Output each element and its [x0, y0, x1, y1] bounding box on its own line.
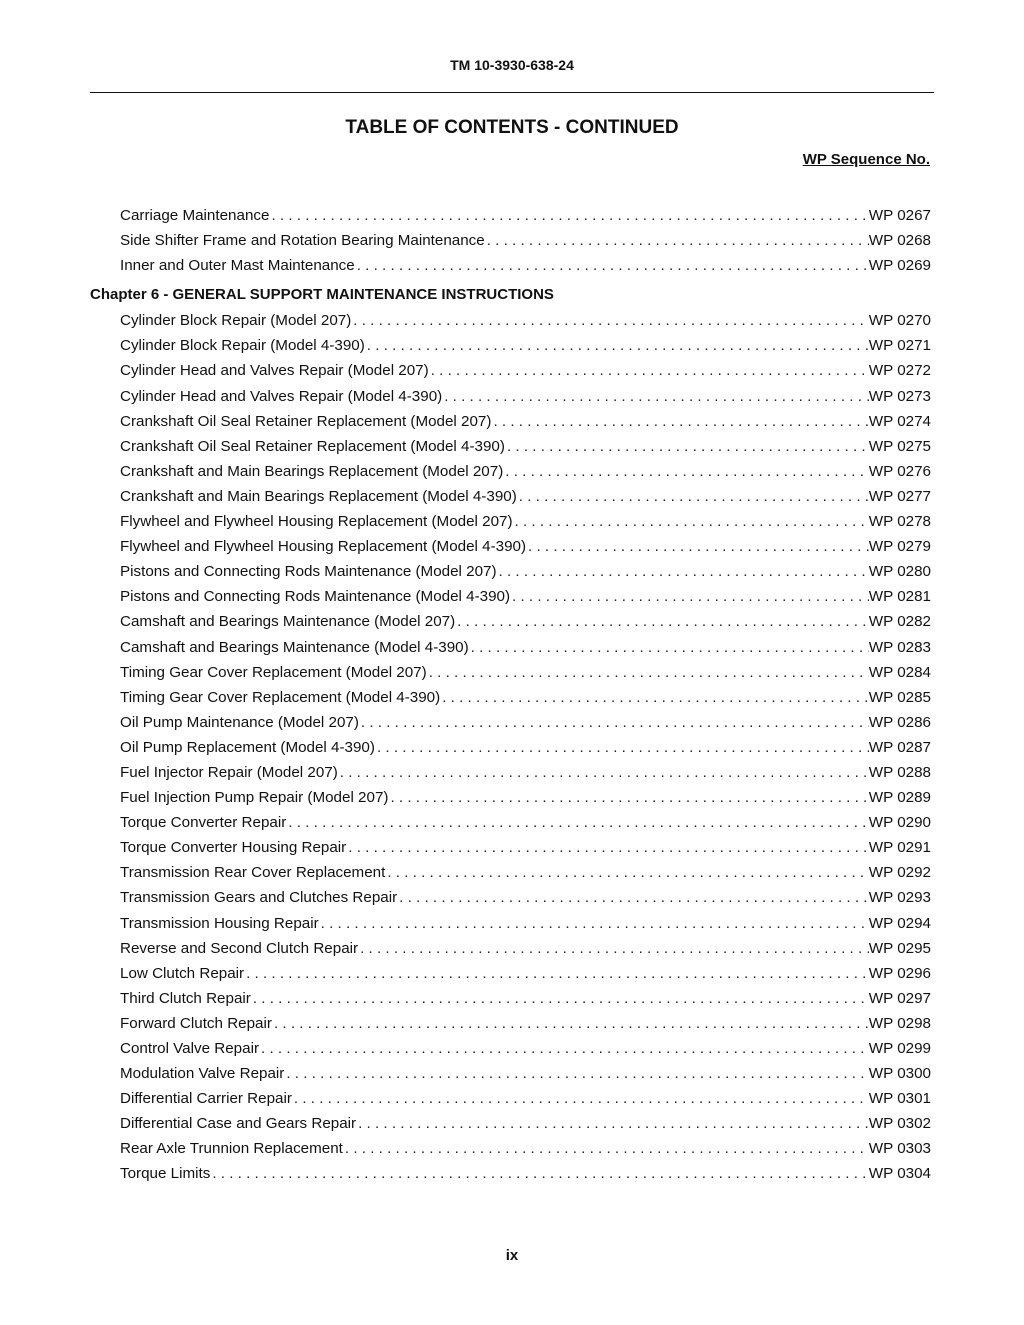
- toc-entry-wp-number: WP 0272: [868, 362, 931, 380]
- toc-entry[interactable]: [90, 486, 931, 511]
- toc-entry[interactable]: [90, 335, 931, 360]
- toc-entry-title: Control Valve Repair: [120, 1040, 260, 1057]
- toc-entry-title: Torque Limits: [120, 1165, 211, 1183]
- toc-entry[interactable]: [90, 1138, 931, 1163]
- dot-leader: [365, 335, 869, 357]
- page-title: TABLE OF CONTENTS - CONTINUED: [345, 117, 679, 138]
- toc-entry-wp-number: WP 0269: [868, 257, 931, 275]
- toc-entry-title: Fuel Injection Pump Repair (Model 207): [120, 789, 389, 807]
- chapter-heading: Chapter 6 - GENERAL SUPPORT MAINTENANCE INSTRUCTIONS: [90, 286, 554, 304]
- dot-leader: [286, 812, 868, 834]
- toc-entry-wp-number: WP 0289: [868, 789, 931, 807]
- toc-entry[interactable]: [90, 637, 931, 662]
- toc-entry-title: Crankshaft Oil Seal Retainer Replacement (Model 207): [120, 412, 492, 430]
- dot-leader: [505, 436, 869, 458]
- toc-entry-title: Side Shifter Frame and Rotation Bearing Maintenance: [120, 232, 485, 250]
- toc-entry[interactable]: [90, 255, 931, 280]
- toc-entry-wp-number: WP 0286: [868, 713, 931, 731]
- toc-entry-title: Crankshaft and Main Bearings Replacement (Model 207): [120, 462, 504, 480]
- dot-leader: [526, 536, 869, 558]
- table-of-contents: [90, 205, 931, 1189]
- toc-entry-wp-number: WP 0278: [868, 513, 931, 531]
- toc-entry-wp-number: WP 0298: [868, 1014, 931, 1032]
- toc-entry-wp-number: WP 0304: [868, 1165, 931, 1183]
- toc-entry-wp-number: WP 0273: [868, 387, 931, 405]
- dot-leader: [251, 988, 869, 1010]
- dot-leader: [497, 561, 869, 583]
- toc-entry[interactable]: [90, 812, 931, 837]
- toc-entry-title: Timing Gear Cover Replacement (Model 4-390): [120, 688, 441, 706]
- dot-leader: [259, 1038, 869, 1060]
- toc-entry[interactable]: [90, 1163, 931, 1188]
- toc-entry-wp-number: WP 0290: [868, 814, 931, 832]
- dot-leader: [351, 310, 869, 332]
- toc-entry-wp-number: WP 0294: [868, 914, 931, 932]
- toc-entry-title: Timing Gear Cover Replacement (Model 207): [120, 663, 427, 681]
- toc-entry-title: Transmission Rear Cover Replacement: [120, 864, 386, 882]
- toc-entry-wp-number: WP 0297: [868, 989, 931, 1007]
- toc-entry-wp-number: WP 0303: [868, 1140, 931, 1158]
- toc-entry-wp-number: WP 0271: [868, 337, 931, 355]
- toc-entry[interactable]: [90, 862, 931, 887]
- toc-entry[interactable]: [90, 411, 931, 436]
- toc-entry-wp-number: WP 0281: [868, 588, 931, 606]
- toc-entry-title: Cylinder Block Repair (Model 4-390): [120, 337, 365, 355]
- toc-entry-title: Differential Carrier Repair: [120, 1090, 292, 1108]
- dot-leader: [429, 360, 869, 382]
- toc-entry-title: Flywheel and Flywheel Housing Replacement (Model 207): [120, 513, 513, 531]
- toc-entry[interactable]: [90, 586, 931, 611]
- toc-entry-wp-number: WP 0299: [868, 1040, 931, 1057]
- toc-entry-title: Transmission Housing Repair: [120, 914, 319, 932]
- dot-leader: [210, 1163, 868, 1185]
- dot-leader: [343, 1138, 869, 1160]
- dot-leader: [517, 486, 869, 508]
- dot-leader: [319, 913, 869, 935]
- dot-leader: [375, 737, 869, 759]
- toc-entry-wp-number: WP 0267: [868, 207, 931, 224]
- toc-entry-title: Differential Case and Gears Repair: [120, 1115, 357, 1133]
- toc-entry-wp-number: WP 0274: [868, 412, 931, 430]
- toc-entry-wp-number: WP 0296: [868, 964, 931, 982]
- toc-entry-title: Rear Axle Trunnion Replacement: [120, 1140, 343, 1158]
- toc-entry-wp-number: WP 0291: [868, 839, 931, 857]
- toc-entry[interactable]: [90, 310, 931, 335]
- dot-leader: [244, 963, 869, 985]
- toc-entry-wp-number: WP 0284: [868, 663, 931, 681]
- toc-entry-title: Pistons and Connecting Rods Maintenance (Model 4-390): [120, 588, 511, 606]
- toc-entry-wp-number: WP 0268: [868, 232, 931, 250]
- dot-leader: [356, 1113, 869, 1135]
- toc-entry[interactable]: [90, 360, 931, 385]
- toc-entry[interactable]: [90, 938, 931, 963]
- toc-entry[interactable]: [90, 837, 931, 862]
- dot-leader: [284, 1063, 868, 1085]
- dot-leader: [272, 1013, 869, 1035]
- dot-leader: [503, 461, 869, 483]
- toc-entry-wp-number: WP 0285: [868, 688, 931, 706]
- toc-entry-title: Camshaft and Bearings Maintenance (Model 4-390): [120, 638, 469, 656]
- toc-entry-title: Oil Pump Maintenance (Model 207): [120, 713, 359, 731]
- toc-entry-title: Fuel Injector Repair (Model 207): [120, 763, 338, 781]
- dot-leader: [358, 938, 869, 960]
- toc-entry-wp-number: WP 0302: [868, 1115, 931, 1133]
- dot-leader: [385, 862, 868, 884]
- toc-entry[interactable]: [90, 230, 931, 255]
- toc-entry-title: Crankshaft and Main Bearings Replacement (Model 4-390): [120, 487, 517, 505]
- toc-entry-wp-number: WP 0276: [868, 462, 931, 480]
- toc-entry-title: Torque Converter Repair: [120, 814, 287, 832]
- toc-entry[interactable]: [90, 1038, 931, 1063]
- toc-entry-wp-number: WP 0288: [868, 763, 931, 781]
- toc-entry-title: Crankshaft Oil Seal Retainer Replacement (Model 4-390): [120, 437, 505, 455]
- toc-entry-title: Camshaft and Bearings Maintenance (Model 207): [120, 613, 456, 631]
- toc-entry[interactable]: [90, 461, 931, 486]
- toc-entry-wp-number: WP 0277: [868, 487, 931, 505]
- toc-entry-wp-number: WP 0275: [868, 437, 931, 455]
- dot-leader: [388, 787, 868, 809]
- toc-entry[interactable]: [90, 1088, 931, 1113]
- toc-entry-wp-number: WP 0300: [868, 1065, 931, 1083]
- toc-entry[interactable]: [90, 787, 931, 812]
- toc-entry-title: Reverse and Second Clutch Repair: [120, 939, 359, 957]
- toc-entry-title: Third Clutch Repair: [120, 989, 251, 1007]
- toc-entry[interactable]: [90, 687, 931, 712]
- toc-entry[interactable]: [90, 963, 931, 988]
- dot-leader: [510, 586, 869, 608]
- dot-leader: [427, 662, 869, 684]
- toc-entry-title: Transmission Gears and Clutches Repair: [120, 889, 398, 907]
- dot-leader: [355, 255, 869, 277]
- toc-entry[interactable]: [90, 611, 931, 636]
- toc-entry-wp-number: WP 0287: [868, 738, 931, 756]
- toc-entry-title: Torque Converter Housing Repair: [120, 839, 347, 857]
- toc-entry[interactable]: [90, 762, 931, 787]
- dot-leader: [338, 762, 869, 784]
- toc-entry-title: Inner and Outer Mast Maintenance: [120, 257, 355, 275]
- toc-entry-title: Modulation Valve Repair: [120, 1065, 285, 1083]
- toc-entry-wp-number: WP 0301: [868, 1090, 931, 1108]
- toc-entry-title: Low Clutch Repair: [120, 964, 245, 982]
- header-divider: [90, 92, 934, 93]
- toc-entry[interactable]: [90, 887, 931, 912]
- dot-leader: [513, 511, 869, 533]
- column-header: WP Sequence No.: [802, 151, 930, 168]
- toc-entry[interactable]: [90, 1013, 931, 1038]
- toc-entry-wp-number: WP 0283: [868, 638, 931, 656]
- dot-leader: [455, 611, 869, 633]
- toc-entry-wp-number: WP 0279: [868, 538, 931, 556]
- dot-leader: [485, 230, 869, 252]
- toc-entry-title: Flywheel and Flywheel Housing Replacement (Model 4-390): [120, 538, 527, 556]
- toc-entry[interactable]: [90, 712, 931, 737]
- toc-entry-wp-number: WP 0295: [868, 939, 931, 957]
- dot-leader: [469, 637, 869, 659]
- toc-entry-wp-number: WP 0280: [868, 563, 931, 581]
- toc-entry[interactable]: [90, 737, 931, 762]
- toc-entry-wp-number: WP 0293: [868, 889, 931, 907]
- toc-entry[interactable]: [90, 436, 931, 461]
- toc-entry-title: Pistons and Connecting Rods Maintenance (Model 207): [120, 563, 497, 581]
- toc-entry[interactable]: [90, 205, 931, 230]
- toc-entry[interactable]: [90, 1113, 931, 1138]
- dot-leader: [359, 712, 869, 734]
- toc-entry-wp-number: WP 0292: [868, 864, 931, 882]
- dot-leader: [269, 205, 868, 227]
- dot-leader: [397, 887, 869, 909]
- toc-entry[interactable]: [90, 662, 931, 687]
- toc-entry-title: Oil Pump Replacement (Model 4-390): [120, 738, 375, 756]
- toc-entry-title: Forward Clutch Repair: [120, 1014, 272, 1032]
- toc-entry-wp-number: WP 0270: [868, 312, 931, 330]
- dot-leader: [292, 1088, 869, 1110]
- document-number: TM 10-3930-638-24: [450, 57, 574, 73]
- toc-entry[interactable]: [90, 561, 931, 586]
- toc-entry-title: Carriage Maintenance: [120, 207, 270, 224]
- toc-entry[interactable]: [90, 386, 931, 411]
- dot-leader: [440, 687, 869, 709]
- toc-entry-title: Cylinder Block Repair (Model 207): [120, 312, 352, 330]
- dot-leader: [491, 411, 868, 433]
- toc-entry[interactable]: [90, 536, 931, 561]
- toc-entry-wp-number: WP 0282: [868, 613, 931, 631]
- page-number: ix: [505, 1247, 519, 1264]
- toc-entry[interactable]: [90, 1063, 931, 1088]
- dot-leader: [442, 386, 869, 408]
- toc-entry-title: Cylinder Head and Valves Repair (Model 207): [120, 362, 429, 380]
- dot-leader: [346, 837, 869, 859]
- toc-entry[interactable]: [90, 913, 931, 938]
- toc-entry[interactable]: [90, 988, 931, 1013]
- toc-entry[interactable]: [90, 511, 931, 536]
- toc-entry-title: Cylinder Head and Valves Repair (Model 4-390): [120, 387, 443, 405]
